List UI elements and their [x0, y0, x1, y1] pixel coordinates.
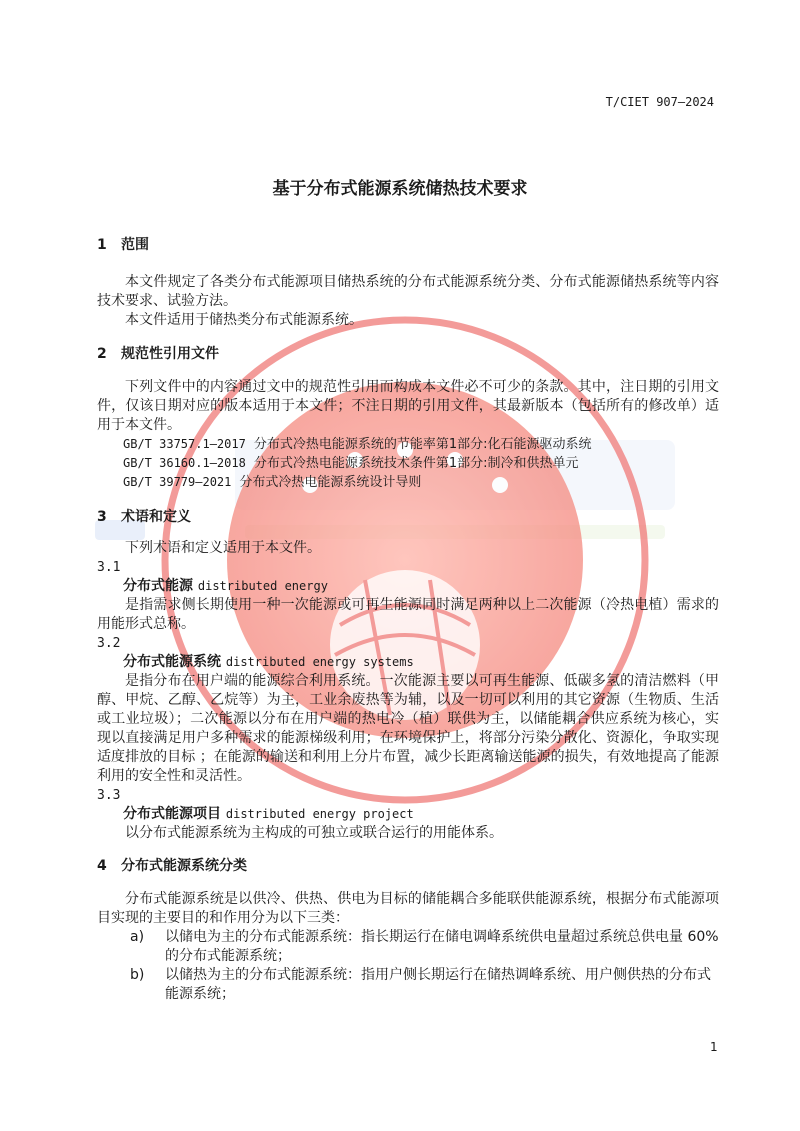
- section-1-heading: [97, 236, 719, 255]
- reference-code: GB/T 39779—2021: [123, 475, 232, 489]
- document-code: T/CIET 907—2024: [605, 95, 714, 109]
- term-en: distributed energy systems: [225, 655, 414, 669]
- term-definition: 是指需求侧长期使用一种一次能源或可再生能源同时满足两种以上二次能源（冷热电植）需求的用能形式总称。: [97, 597, 719, 632]
- list-item: [130, 966, 719, 1004]
- reference-code: GB/T 36160.1—2018: [123, 456, 246, 470]
- term-zh: 分布式能源: [123, 578, 193, 594]
- reference-item: [97, 473, 719, 492]
- reference-item: [97, 435, 719, 454]
- section-3-heading: [97, 508, 719, 527]
- section-title: 分布式能源系统分类: [121, 858, 247, 874]
- reference-title: 分布式冷热电能源系统设计导则: [239, 475, 422, 490]
- term-en: distributed energy project: [225, 807, 414, 821]
- section-title: 范围: [121, 237, 149, 253]
- references-paragraph: 下列文件中的内容通过文中的规范性引用而构成本文件必不可少的条款。其中，注日期的引用文件，仅该日期对应的版本适用于本文件；不注日期的引用文件，其最新版本（包括所有的修改单）适用于本文件。: [97, 379, 719, 433]
- scope-paragraph-1: 本文件规定了各类分布式能源项目储热系统的分布式能源系统分类、分布式能源储热系统等内容技术要求、试验方法。: [97, 274, 719, 309]
- term-zh: 分布式能源项目: [123, 806, 221, 822]
- page-number: 1: [710, 1040, 718, 1054]
- term-heading: [97, 577, 719, 596]
- term-en: distributed energy: [197, 579, 328, 593]
- list-text: 以储热为主的分布式能源系统：指用户侧长期运行在储热调峰系统、用户侧供热的分布式能源系统；: [165, 967, 711, 1002]
- list-marker: b): [130, 967, 145, 983]
- reference-item: [97, 454, 719, 473]
- scope-paragraph-2: 本文件适用于储热类分布式能源系统。: [125, 312, 363, 328]
- section-2-heading: [97, 345, 719, 364]
- term-number: 3.1: [97, 560, 121, 575]
- section-4-heading: [97, 857, 719, 876]
- list-item: [130, 928, 719, 966]
- list-text: 以储电为主的分布式能源系统：指长期运行在储电调峰系统供电量超过系统总供电量 60%的分布式能源系统；: [165, 929, 719, 964]
- term-zh: 分布式能源系统: [123, 654, 221, 670]
- terms-intro: 下列术语和定义适用于本文件。: [125, 540, 321, 556]
- term-heading: [97, 805, 719, 824]
- document-body: [97, 236, 719, 1004]
- section-number: 2: [97, 346, 107, 362]
- section-number: 1: [97, 237, 107, 253]
- term-heading: [97, 653, 719, 672]
- document-title: 基于分布式能源系统储热技术要求: [272, 179, 528, 199]
- reference-code: GB/T 33757.1—2017: [123, 437, 246, 451]
- reference-title: 分布式冷热电能源系统的节能率第1部分:化石能源驱动系统: [253, 437, 592, 452]
- reference-title: 分布式冷热电能源系统技术条件第1部分:制冷和供热单元: [253, 456, 579, 471]
- classification-paragraph: 分布式能源系统是以供冷、供热、供电为目标的储能耦合多能联供能源系统，根据分布式能源项目实现的主要目的和作用分为以下三类：: [97, 891, 719, 926]
- section-title: 规范性引用文件: [121, 346, 219, 362]
- list-marker: a): [130, 929, 145, 945]
- term-definition: 以分布式能源系统为主构成的可独立或联合运行的用能体系。: [125, 825, 503, 841]
- term-number: 3.3: [97, 788, 121, 803]
- section-title: 术语和定义: [121, 509, 191, 525]
- term-definition: 是指分布在用户端的能源综合利用系统。一次能源主要以可再生能源、低碳多氢的清洁燃料（甲醇、甲烷、乙醇、乙烷等）为主，工业余废热等为辅，以及一切可以利用的其它资源（生物质、生活或工业垃圾）；二次能源以分布在用户端的热电冷（植）联供为主，以储能耦合供应系统为核心，实现以直接满足用户多种需求的能源梯级利用；在环境保护上，将部分污染分散化、资源化，争取实现适度排放的目标 ；在能源的输送和利用上分片布置，减少长距离输送能源的损失，有效地提高了能源利用的安全性和灵活性。: [97, 673, 719, 784]
- term-number: 3.2: [97, 636, 121, 651]
- section-number: 3: [97, 509, 107, 525]
- section-number: 4: [97, 858, 107, 874]
